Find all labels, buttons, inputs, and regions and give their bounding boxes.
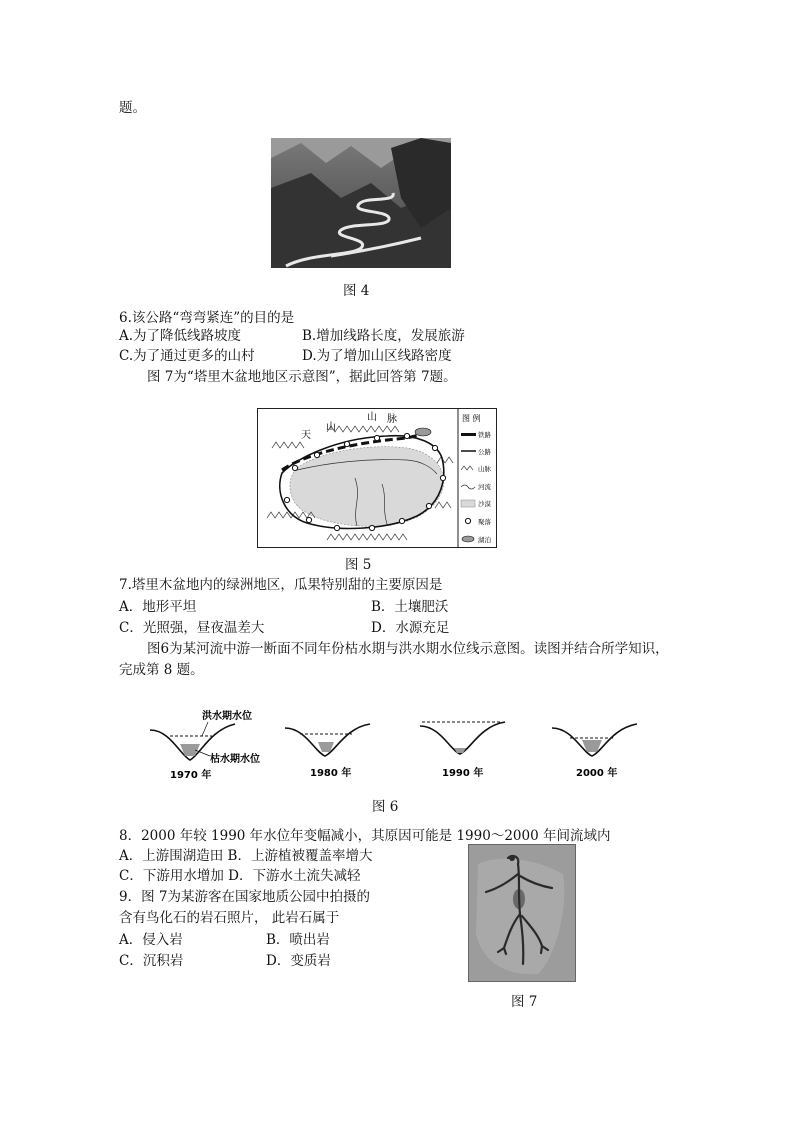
q9-option-a: A．侵入岩 [119, 932, 183, 948]
legend-settlement-icon [465, 518, 470, 523]
q8-intro-line-1: 图6为某河流中游一断面不同年份枯水期与洪水期水位线示意图。读图并结合所学知识， [147, 641, 669, 657]
legend-desert-label: 沙漠 [478, 500, 491, 508]
q7-intro: 图 7为“塔里木盆地地区示意图”，据此回答第 7题。 [147, 369, 457, 385]
q6-option-d: D.为了增加山区线路密度 [302, 348, 452, 364]
q6-option-a: A.为了降低线路坡度 [119, 328, 242, 344]
year-1980: 1980 年 [310, 768, 352, 779]
q9-option-d: D．变质岩 [266, 953, 331, 969]
q7-stem: 7.塔里木盆地内的绿洲地区，瓜果特别甜的主要原因是 [119, 577, 443, 593]
legend-mountain-label: 山脉 [478, 465, 491, 473]
figure-4-photo [271, 138, 451, 268]
legend-railway-icon [461, 433, 476, 436]
dry-level-label: 枯水期水位 [210, 754, 260, 765]
legend-lake-label: 湖泊 [478, 536, 491, 544]
flood-level-label: 洪水期水位 [202, 711, 252, 722]
figure-4-caption: 图 4 [343, 283, 370, 299]
map-label-shan-1: 山 [326, 422, 336, 433]
figure-5-map [257, 408, 497, 548]
q7-option-a: A．地形平坦 [119, 599, 197, 615]
q8-options-cd: C．下游用水增加 D．下游水土流失减轻 [119, 868, 361, 884]
figure-6-diagram [140, 700, 650, 790]
year-1990: 1990 年 [442, 768, 484, 779]
legend-railway-label: 铁路 [478, 431, 491, 439]
q7-option-c: C．光照强，昼夜温差大 [119, 620, 265, 636]
legend-settlement-label: 聚落 [478, 518, 491, 526]
q6-stem: 6.该公路“弯弯紧连”的目的是 [119, 310, 295, 326]
q6-option-c: C.为了通过更多的山村 [119, 348, 255, 364]
figure-7-caption: 图 7 [511, 994, 538, 1010]
q7-option-b: B．土壤肥沃 [371, 599, 449, 615]
q7-option-d: D．水源充足 [371, 620, 450, 636]
map-label-tian: 天 [301, 430, 311, 441]
q9-option-b: B．喷出岩 [266, 932, 330, 948]
map-label-shan-2: 山 [367, 412, 377, 423]
water-fill-1990 [454, 748, 466, 753]
figure-5-caption: 图 5 [345, 557, 372, 573]
legend-road-label: 公路 [478, 448, 491, 456]
figure-7-photo [468, 844, 576, 982]
year-1970: 1970 年 [170, 770, 212, 781]
q8-stem: 8．2000 年较 1990 年水位年变幅减小，其原因可能是 1990～2000 年间流域内 [119, 828, 611, 844]
intro-tail-text: 题。 [119, 100, 146, 116]
year-2000: 2000 年 [576, 768, 618, 779]
q6-option-b: B.增加线路长度，发展旅游 [302, 328, 465, 344]
q9-stem-line-1: 9．图 7为某游客在国家地质公园中拍摄的 [119, 889, 370, 905]
figure-6-caption: 图 6 [372, 799, 399, 815]
legend-title: 图 例 [462, 414, 481, 423]
legend-river-label: 河流 [478, 483, 491, 491]
q9-stem-line-2: 含有鸟化石的岩石照片， 此岩石属于 [119, 910, 340, 926]
q9-option-c: C．沉积岩 [119, 953, 184, 969]
legend-lake-icon [462, 536, 474, 542]
q8-intro-line-2: 完成第 8 题。 [119, 662, 204, 678]
legend-desert-icon [461, 500, 475, 507]
map-label-mai: 脉 [387, 414, 397, 425]
q8-options-ab: A．上游围湖造田 B．上游植被覆盖率增大 [119, 848, 373, 864]
